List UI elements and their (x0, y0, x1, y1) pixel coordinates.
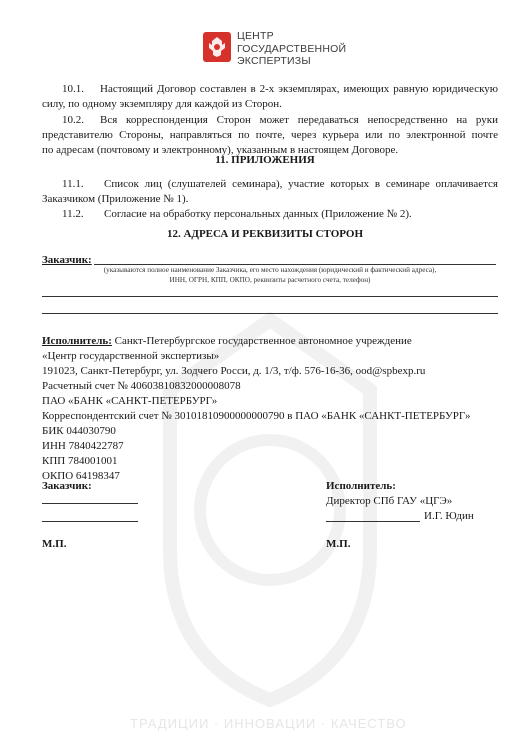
clause-10-2-line-2: представителю Стороны, направляться по почте, через курьера или по электронной почте (42, 129, 498, 141)
executor-account: Расчетный счет № 40603810832000008078 (42, 380, 241, 392)
clause-10-1-line-1: Настоящий Договор составлен в 2-х экземплярах, имеющих равную юридическую (100, 83, 498, 95)
signature-executor-position: Директор СПб ГАУ «ЦГЭ» (326, 495, 453, 507)
customer-requisites-label: Заказчик: (42, 254, 92, 266)
executor-address: 191023, Санкт-Петербург, ул. Зодчего Росси, д. 1/3, т/ф. 576-16-36, ood@spbexp.ru (42, 365, 426, 377)
signature-customer-label: Заказчик: (42, 480, 92, 492)
signature-executor-label: Исполнитель: (326, 480, 396, 492)
section-12-title: 12. АДРЕСА И РЕКВИЗИТЫ СТОРОН (166, 228, 364, 240)
executor-inn: ИНН 7840422787 (42, 440, 124, 452)
section-11-title: 11. ПРИЛОЖЕНИЯ (215, 154, 315, 166)
signature-customer-line-1 (42, 503, 138, 504)
organization-name (237, 30, 346, 68)
customer-hint-line-1: (указываются полное наименование Заказчика, его место нахождения (юридический и фактический адреса), (103, 266, 437, 274)
clause-11-1-line-2: Заказчиком (Приложение № 1). (42, 193, 189, 205)
clause-11-2-number: 11.2. (62, 208, 84, 220)
signature-executor-name: И.Г. Юдин (424, 510, 474, 522)
executor-corr-account: Корреспондентский счет № 30101810900000000790 в ПАО «БАНК «САНКТ-ПЕТЕРБУРГ» (42, 410, 471, 422)
executor-requisites-heading (42, 334, 412, 348)
org-line-2: ГОСУДАРСТВЕННОЙ (237, 42, 347, 55)
signature-customer-line-2 (42, 521, 138, 522)
customer-requisites-line-3 (42, 313, 498, 314)
executor-bik: БИК 044030790 (42, 425, 116, 437)
executor-name-line-1: Санкт-Петербургское государственное автономное учреждение (111, 335, 412, 347)
signature-executor-line (326, 521, 420, 522)
background-emblem-watermark (110, 300, 430, 720)
customer-hint-line-2: ИНН, ОГРН, КПП, ОКПО, реквизиты расчетного счета, телефон) (169, 276, 371, 284)
clause-10-1-line-2: силу, по одному экземпляру для каждой из Сторон. (42, 98, 282, 110)
clause-11-1-line-1: Список лиц (слушателей семинара), участие которых в семинаре оплачивается (104, 178, 498, 190)
stamp-executor: М.П. (326, 538, 351, 550)
clause-10-2-line-3: по адресам (почтовому и электронному), указанным в настоящем Договоре. (42, 144, 399, 156)
customer-requisites-line-1 (94, 264, 496, 265)
executor-requisites-label: Исполнитель: (42, 335, 112, 347)
org-line-1: ЦЕНТР (237, 30, 274, 42)
stamp-customer: М.П. (42, 538, 67, 550)
org-line-3: ЭКСПЕРТИЗЫ (237, 55, 311, 67)
footer-watermark: ТРАДИЦИИ · ИННОВАЦИИ · КАЧЕСТВО (130, 716, 407, 731)
executor-okpo: ОКПО 64198347 (42, 470, 120, 482)
executor-name-line-2: «Центр государственной экспертизы» (42, 350, 220, 362)
executor-bank: ПАО «БАНК «САНКТ-ПЕТЕРБУРГ» (42, 395, 218, 407)
emblem-logo-icon (203, 32, 231, 62)
executor-kpp: КПП 784001001 (42, 455, 118, 467)
clause-10-1-number: 10.1. (62, 83, 84, 95)
clause-10-2-number: 10.2. (62, 114, 84, 126)
customer-requisites-line-2 (42, 296, 498, 297)
clause-10-2-line-1: Вся корреспонденция Сторон может передаваться непосредственно на руки (100, 114, 498, 126)
clause-11-1-number: 11.1. (62, 178, 84, 190)
clause-11-2-line-1: Согласие на обработку персональных данных (Приложение № 2). (104, 208, 412, 220)
